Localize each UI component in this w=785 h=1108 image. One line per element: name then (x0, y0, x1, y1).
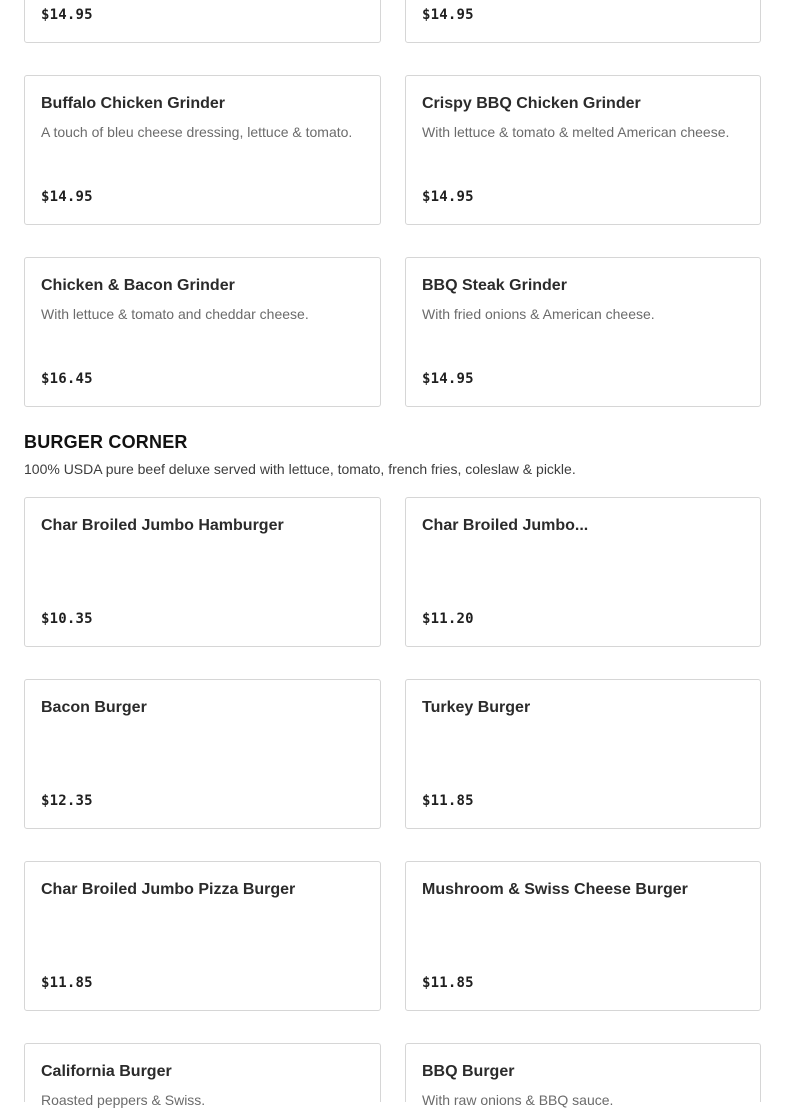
item-name: Char Broiled Jumbo... (422, 517, 589, 534)
menu-item-card[interactable] (24, 0, 381, 43)
item-price: $12.35 (41, 793, 93, 809)
menu-item-card[interactable] (405, 75, 761, 225)
menu-item-card[interactable] (405, 861, 761, 1011)
item-description: With lettuce & tomato & melted American cheese. (422, 124, 730, 140)
menu-item-card[interactable] (24, 497, 381, 647)
item-price: $14.95 (41, 189, 93, 205)
item-name: Crispy BBQ Chicken Grinder (422, 95, 641, 112)
item-price: $14.95 (41, 7, 93, 23)
item-price: $11.85 (422, 975, 474, 991)
item-price: $11.85 (422, 793, 474, 809)
menu-item-card[interactable] (24, 75, 381, 225)
item-name: Mushroom & Swiss Cheese Burger (422, 881, 688, 898)
menu-item-card[interactable] (24, 679, 381, 829)
section-title: BURGER CORNER (24, 432, 188, 452)
item-price: $10.35 (41, 611, 93, 627)
item-price: $14.95 (422, 7, 474, 23)
item-description: With lettuce & tomato and cheddar cheese. (41, 306, 309, 322)
item-description: With raw onions & BBQ sauce. (422, 1092, 614, 1108)
item-price: $11.85 (41, 975, 93, 991)
item-price: $14.95 (422, 189, 474, 205)
section-description: 100% USDA pure beef deluxe served with lettuce, tomato, french fries, coleslaw & pickle. (24, 461, 576, 477)
item-price: $16.45 (41, 371, 93, 387)
menu-item-card[interactable] (405, 257, 761, 407)
menu-item-card[interactable] (405, 679, 761, 829)
item-description: A touch of bleu cheese dressing, lettuce & tomato. (41, 124, 353, 140)
menu-item-card[interactable] (24, 861, 381, 1011)
item-name: Bacon Burger (41, 699, 147, 716)
item-price: $14.95 (422, 371, 474, 387)
item-name: Turkey Burger (422, 699, 531, 716)
item-name: Char Broiled Jumbo Pizza Burger (41, 881, 296, 898)
item-name: BBQ Steak Grinder (422, 277, 567, 294)
menu-item-card[interactable] (405, 497, 761, 647)
item-description: Roasted peppers & Swiss. (41, 1092, 206, 1108)
item-price: $11.20 (422, 611, 474, 627)
item-name: BBQ Burger (422, 1063, 515, 1080)
item-name: Chicken & Bacon Grinder (41, 277, 235, 294)
item-name: California Burger (41, 1063, 172, 1080)
item-description: With fried onions & American cheese. (422, 306, 655, 322)
item-name: Buffalo Chicken Grinder (41, 95, 226, 112)
menu-item-card[interactable] (405, 0, 761, 43)
menu-item-card[interactable] (405, 1043, 761, 1108)
item-name: Char Broiled Jumbo Hamburger (41, 517, 284, 534)
menu-item-card[interactable] (24, 257, 381, 407)
menu-item-card[interactable] (24, 1043, 381, 1108)
